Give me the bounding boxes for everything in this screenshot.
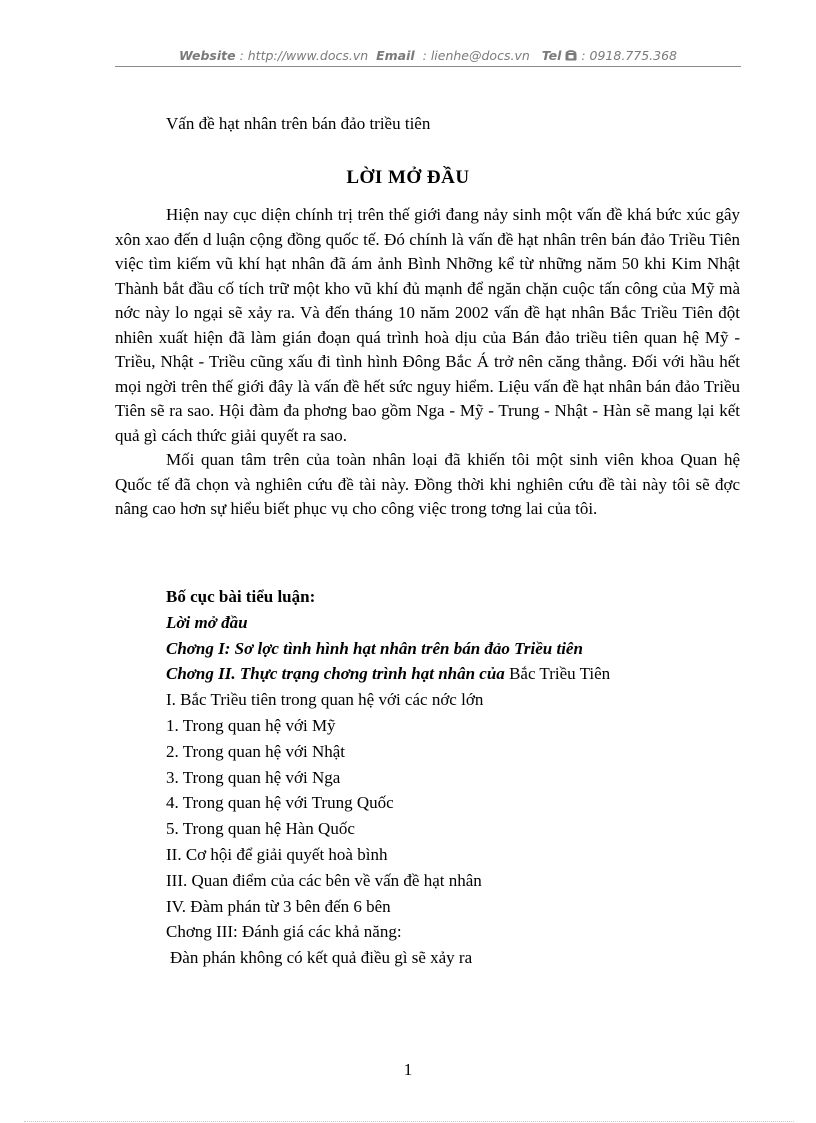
outline-chapter-2-rest: Bắc Triều Tiên [504, 664, 611, 684]
email-label: Email [376, 48, 415, 63]
tel-label: Tel [541, 48, 562, 63]
outline-item: I. Bắc Triều tiên trong quan hệ với các nớc lớn [166, 690, 484, 710]
outline-chapter-2 [166, 661, 746, 687]
document-title: Vấn đề hạt nhân trên bán đảo triều tiên [166, 114, 431, 133]
paragraph: Hiện nay cục diện chính trị trên thế giới đang nảy sinh một vấn đề khá bức xúc gây xôn xao đến d luận cộng đồng quốc tế. Đó chính là vấn đề hạt nhân trên bán đảo Triều Tiên việc tìm kiếm vũ khí hạt nhân đã ám ảnh Bình Nhỡng kể từ những năm 50 khi Kim Nhật Thành bắt đầu cố tích trữ một kho vũ khí đủ mạnh để ngăn chặn cuộc tấn công của Mỹ mà nớc này lo ngại sẽ xảy ra. Và đến tháng 10 năm 2002 vấn đề hạt nhân Bắc Triều Tiên đột nhiên xuất hiện đã làm gián đoạn quá trình hoà dịu của Bán đảo triều tiên quan hệ Mỹ - Triều, Nhật - Triều cũng xấu đi tình hình Đông Bắc Á trở nên căng thẳng. Đối với hầu hết mọi ngời trên thế giới đây là vấn đề hết sức nguy hiểm. Liệu vấn đề hạt nhân bán đảo Triều Tiên sẽ ra sao. Hội đàm đa phơng bao gồm Nga - Mỹ - Trung - Nhật - Hàn sẽ mang lại kết quả gì cách thức giải quyết ra sao. [115, 205, 740, 445]
outline-item: 4. Trong quan hệ với Trung Quốc [166, 793, 394, 813]
section-heading: LỜI MỞ ĐẦU [346, 167, 470, 188]
outline-item: 1. Trong quan hệ với Mỹ [166, 715, 336, 735]
outline-item: Chơng III: Đánh giá các khả năng: [166, 922, 402, 942]
outline-item: III. Quan điểm của các bên về vấn đề hạt nhân [166, 870, 482, 890]
outline-item: 5. Trong quan hệ Hàn Quốc [166, 819, 355, 839]
website-value[interactable]: : http://www.docs.vn [239, 48, 369, 63]
outline-item: IV. Đàm phán từ 3 bên đến 6 bên [166, 896, 391, 916]
outline [166, 584, 746, 971]
body-text [115, 203, 740, 522]
outline-item: 3. Trong quan hệ với Nga [166, 767, 341, 787]
outline-item: 2. Trong quan hệ với Nhật [166, 741, 345, 761]
outline-chapter-2-bold: Chơng II. Thực trạng chơng trình hạt nhân của [166, 664, 505, 684]
website-label: Website [178, 48, 236, 63]
page-header [115, 48, 741, 64]
footer-divider [24, 1121, 794, 1122]
outline-item: II. Cơ hội để giải quyết hoà bình [166, 844, 388, 864]
outline-title: Bố cục bài tiểu luận: [166, 587, 316, 606]
outline-intro: Lời mở đầu [166, 612, 248, 632]
outline-item: Đàn phán không có kết quả điều gì sẽ xảy ra [170, 948, 473, 968]
paragraph: Mối quan tâm trên của toàn nhân loại đã khiến tôi một sinh viên khoa Quan hệ Quốc tế đã chọn và nghiên cứu đề tài này. Đồng thời khi nghiên cứu đề tài này tôi sẽ đợc nâng cao hơn sự hiểu biết phục vụ cho công việc trong tơng lai của tôi. [115, 450, 740, 518]
header-divider [115, 66, 741, 67]
email-value[interactable]: : lienhe@docs.vn [422, 48, 530, 63]
page-number: 1 [403, 1060, 413, 1079]
phone-icon [565, 49, 577, 64]
tel-value: : 0918.775.368 [581, 48, 678, 63]
outline-chapter-1: Chơng I: Sơ lợc tình hình hạt nhân trên bán đảo Triều tiên [166, 638, 583, 658]
